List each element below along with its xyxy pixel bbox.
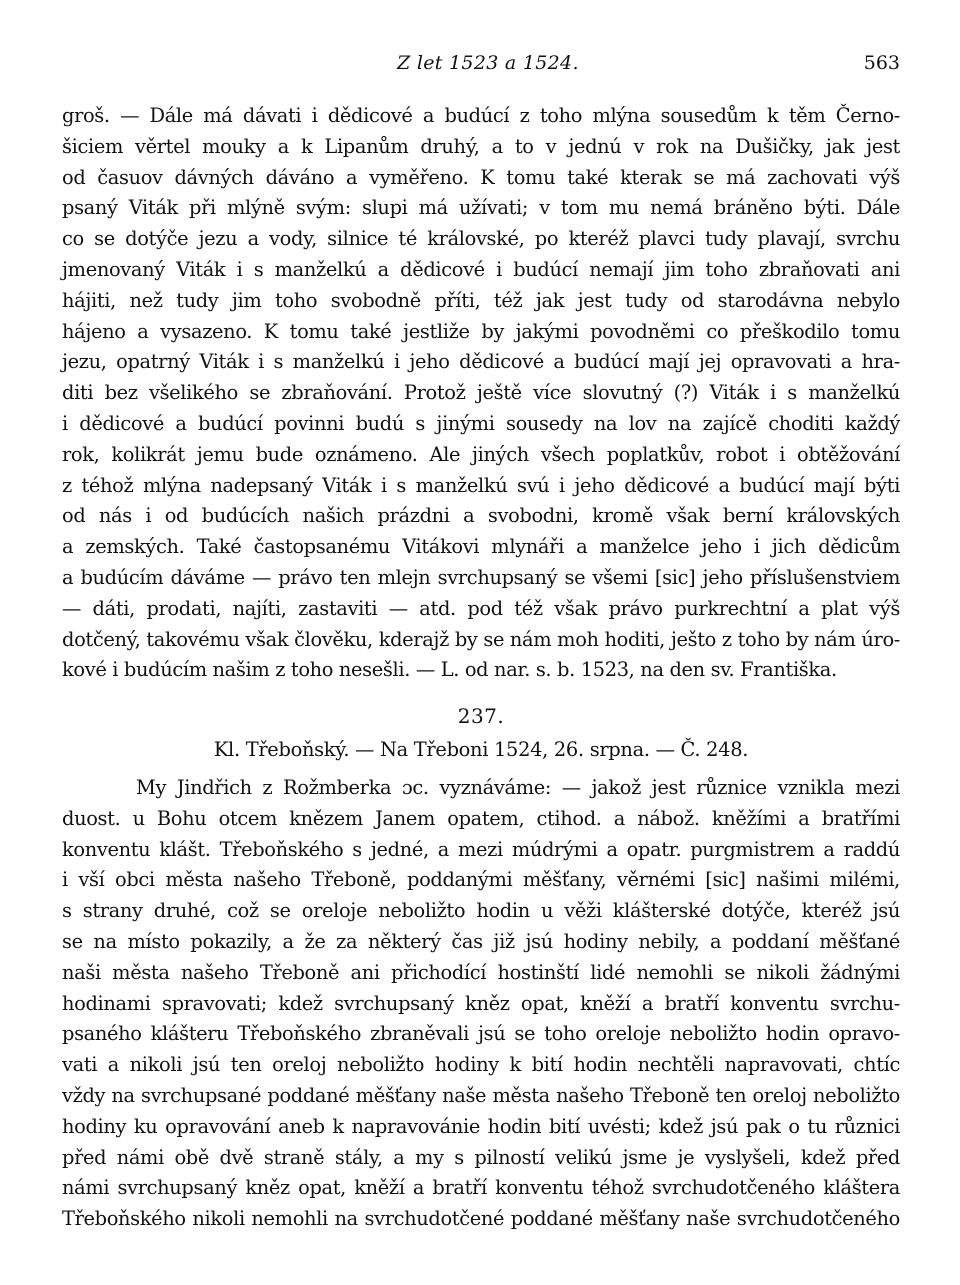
text-line: šiciem věrtel mouky a k Lipanům druhý, a to v jednú v rok na Dušičky, jak jest (62, 134, 900, 158)
text-line: psaný Viták při mlýně svým: slupi má užívati; v tom mu nemá bráněno býti. Dále (62, 196, 900, 220)
text-line: kové i budúcím našim z toho nesešli. — L. od nar. s. b. 1523, na den sv. Františka. (62, 658, 837, 682)
text-line: s strany druhé, což se oreloje neboližto hodin u věži klášterské dotýče, kteréž jsú (62, 899, 900, 923)
text-line: od časuov dávných dáváno a vyměřeno. K tomu také kterak se má zachovati výš (62, 165, 900, 189)
text-line: od nás i od budúcích našich prázdni a svobodni, kromě však berní královských (62, 504, 900, 528)
document-text (62, 773, 900, 1235)
text-line: hodiny ku opravování aneb k napravovánie hodin bití uvésti; kdež jsú pak o tu různici (62, 1114, 900, 1138)
text-line: co se dotýče jezu a vody, silnice té královské, po kteréž plavci tudy plavají, svrchu (62, 227, 900, 251)
text-line: i dědicové a budúcí povinni budú s jinými sousedy na lov na zajícě choditi každý (62, 411, 900, 435)
previous-document-text (62, 101, 900, 686)
page-number: 563 (863, 52, 900, 74)
text-line: naši města našeho Třeboně ani přichodící hostinští lidé nemohli se nikoli žádnými (62, 960, 900, 984)
text-line: Třeboňského nikoli nemohli na svrchudotčené poddané měšťany naše svrchudotčeného (62, 1207, 900, 1231)
text-line: námi svrchupsaný kněz opat, kněží a bratří konventu téhož svrchudotčeného kláštera (62, 1176, 900, 1200)
text-line: jmenovaný Viták i s manželkú a dědicové i budúcí nemají jim toho zbraňovati ani (62, 257, 900, 281)
text-line: hájiti, než tudy jim toho svobodně příti, též jak jest tudy od starodávna nebylo (62, 288, 900, 312)
running-head (62, 52, 900, 80)
text-line: duost. u Bohu otcem knězem Janem opatem, ctihod. a nábož. kněžími a bratřími (62, 806, 900, 830)
text-line: dotčený, takovému však člověku, kderajž by se nám moh hoditi, ješto z toho by nám úro- (62, 627, 900, 651)
text-line: vati a nikoli jsú ten oreloj neboližto hodiny k bití hodin nechtěli napravovati, chtíc (62, 1053, 900, 1077)
document-heading: Kl. Třeboňský. — Na Třeboni 1524, 26. srpna. — Č. 248. (213, 738, 749, 761)
text-line: hájeno a vysazeno. K tomu také jestliže by jakými povodněmi co přeškodilo tomu (62, 319, 900, 343)
text-line: diti bez všelikého se zbraňování. Protož ještě více slovutný (?) Viták i s manželkú (62, 381, 900, 405)
text-line: se na místo pokazily, a že za některý čas již jsú hodiny nebily, a poddaní měšťané (62, 929, 900, 953)
text-line: psaného klášteru Třeboňského zbraněvali jsú se toho oreloje neboližto hodin opravo- (62, 1022, 900, 1046)
text-line: groš. — Dále má dávati i dědicové a budúcí z toho mlýna sousedům k těm Černo- (62, 104, 900, 127)
text-line: a zemských. Také častopsanému Vitákovi mlynáři a manželce jeho i jich dědicům (62, 535, 900, 559)
text-line: konventu klášt. Třeboňského s jedné, a mezi múdrými a opatr. purgmistrem a raddú (62, 837, 900, 861)
running-title: Z let 1523 a 1524. (397, 52, 579, 74)
text-line: i vší obci města našeho Třeboně, poddanými měšťany, věrnémi [sic] našimi milémi, (62, 868, 900, 892)
text-line: z téhož mlýna nadepsaný Viták i s manželkú svú i jeho dědicové a budúcí mají býti (62, 473, 900, 497)
text-line: — dáti, prodati, najíti, zastaviti — atd. pod též však právo purkrechtní a plat výš (62, 596, 900, 620)
text-line: jezu, opatrný Viták i s manželkú i jeho dědicové a budúcí mají jej opravovati a hra- (62, 350, 900, 374)
document-number: 237. (457, 704, 505, 728)
text-line: vždy na svrchupsané poddané měšťany naše města našeho Třeboně ten oreloj neboližto (62, 1083, 900, 1107)
text-line: před námi obě dvě straně stály, a my s pilností velikú jsme je vyslyšeli, kdež před (62, 1145, 900, 1169)
text-line: rok, kolikrát jemu bude oznámeno. Ale jiných všech poplatkův, robot i obtěžování (62, 442, 900, 466)
text-line: a budúcím dáváme — právo ten mlejn svrchupsaný se všemi [sic] jeho příslušenstviem (62, 565, 900, 589)
text-line: hodinami spravovati; kdež svrchupsaný kněz opat, kněží a bratří konventu svrchu- (62, 991, 900, 1015)
book-page (62, 0, 900, 1285)
text-line: My Jindřich z Rožmberka ɔc. vyznáváme: — jakož jest různice vznikla mezi (136, 776, 900, 799)
